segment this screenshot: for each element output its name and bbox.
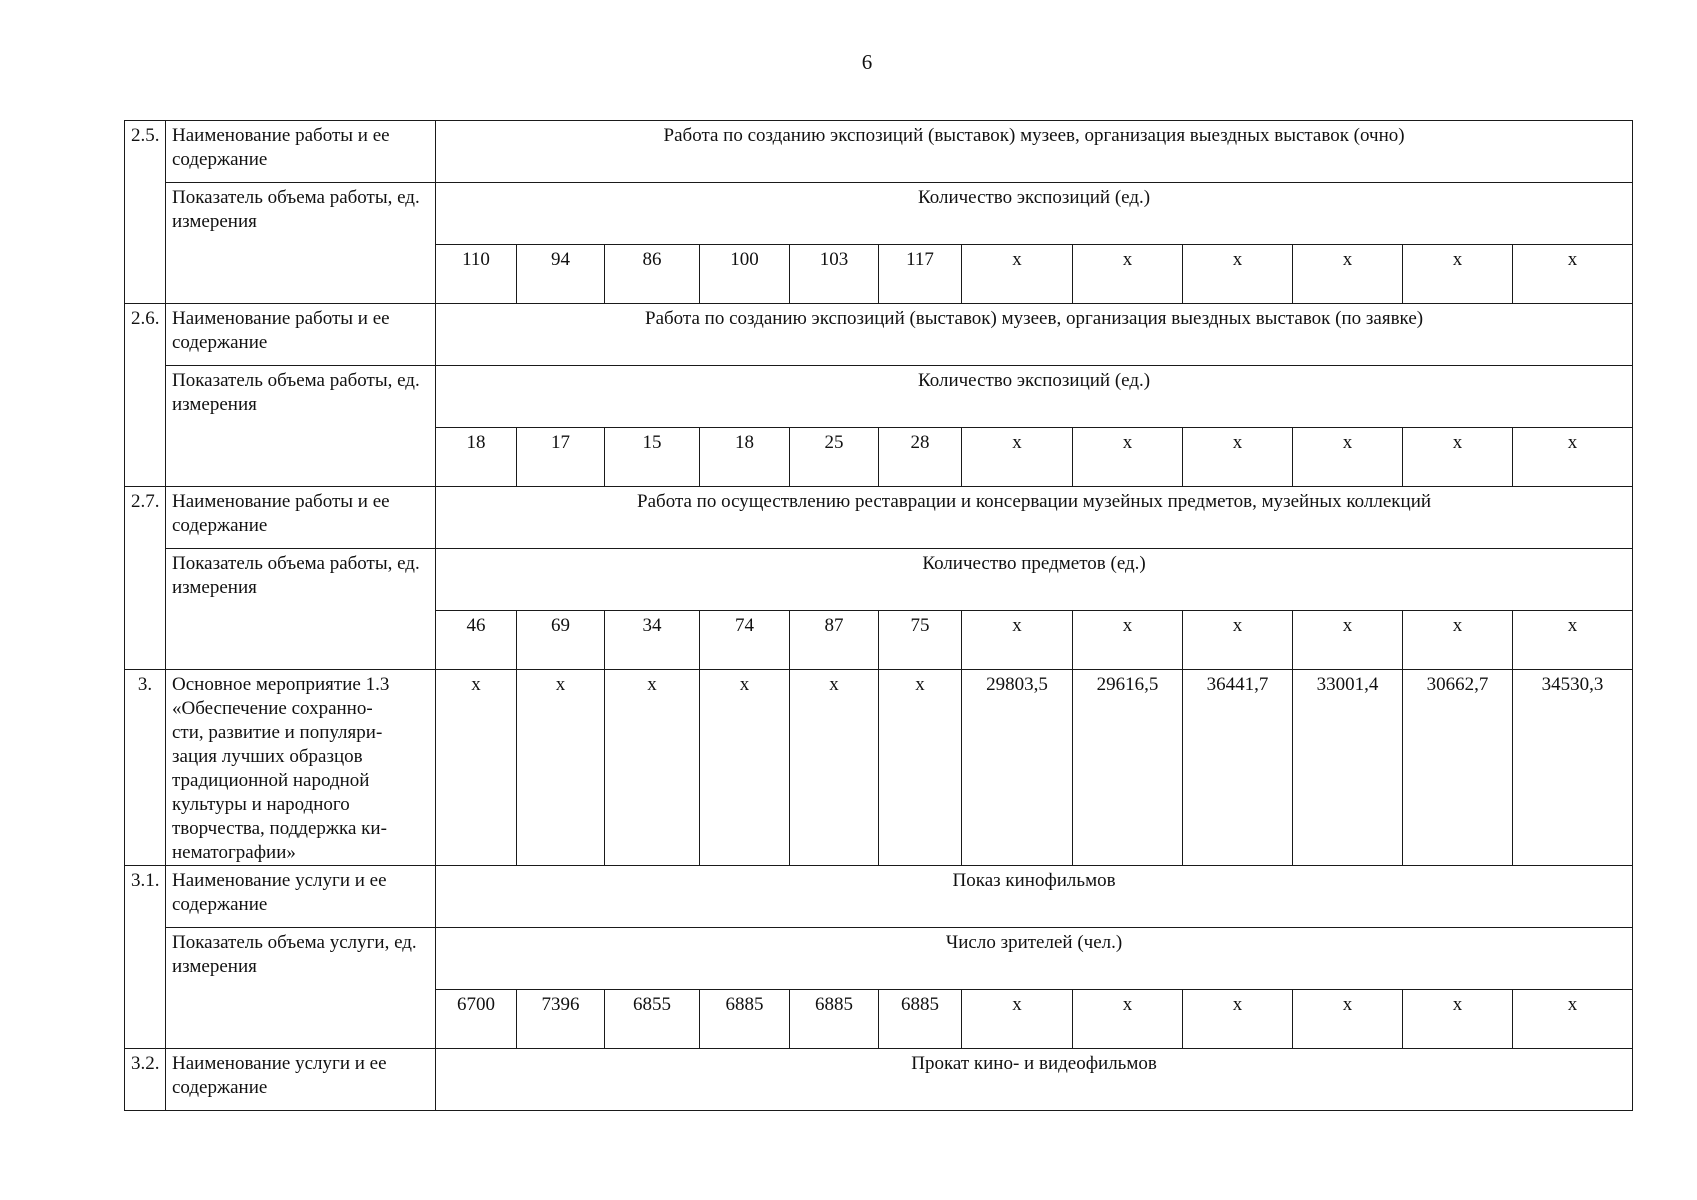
measure-label-line: культуры и народного	[172, 794, 350, 815]
value-cell: 30662,7	[1403, 670, 1513, 866]
measure-label-line: зация лучших образцов	[172, 746, 363, 767]
indicator-label: Показатель объема работы, ед. измерения	[166, 183, 436, 304]
value-cell: 33001,4	[1293, 670, 1403, 866]
measure-label-line: творчества, поддержка ки-	[172, 818, 387, 839]
value-cell: x	[1403, 611, 1513, 670]
indicator-value: Количество экспозиций (ед.)	[436, 366, 1633, 428]
value-cell: x	[1183, 990, 1293, 1049]
table-body	[125, 121, 1633, 1111]
indicator-label: Показатель объема работы, ед. измерения	[166, 549, 436, 670]
value-cell: x	[1403, 990, 1513, 1049]
measure-label-line: нематографии»	[172, 842, 296, 863]
indicator-row	[125, 183, 1633, 245]
name-value: Прокат кино- и видеофильмов	[436, 1049, 1633, 1111]
name-row	[125, 304, 1633, 366]
page-number: 6	[861, 50, 873, 74]
name-label: Наименование работы и ее содержание	[166, 304, 436, 366]
value-cell: 25	[790, 428, 879, 487]
value-cell: x	[1073, 245, 1183, 304]
name-row	[125, 121, 1633, 183]
value-cell: 94	[517, 245, 605, 304]
value-cell: x	[517, 670, 605, 866]
row-number: 2.6.	[125, 304, 166, 487]
value-cell: 6885	[790, 990, 879, 1049]
value-cell: 18	[436, 428, 517, 487]
indicator-row	[125, 928, 1633, 990]
indicator-label: Показатель объема работы, ед. измерения	[166, 366, 436, 487]
indicator-value: Количество экспозиций (ед.)	[436, 183, 1633, 245]
value-cell: x	[1183, 428, 1293, 487]
indicator-value: Число зрителей (чел.)	[436, 928, 1633, 990]
value-cell: 75	[879, 611, 962, 670]
value-cell: 18	[700, 428, 790, 487]
value-cell: 29803,5	[962, 670, 1073, 866]
value-cell: x	[1073, 428, 1183, 487]
value-cell: 74	[700, 611, 790, 670]
value-cell: 110	[436, 245, 517, 304]
value-cell: 46	[436, 611, 517, 670]
value-cell: 17	[517, 428, 605, 487]
value-cell: x	[1513, 990, 1633, 1049]
indicator-row	[125, 366, 1633, 428]
measure-label-line: Основное мероприятие 1.3	[172, 674, 390, 695]
name-label: Наименование работы и ее содержание	[166, 487, 436, 549]
value-cell: 36441,7	[1183, 670, 1293, 866]
value-cell: x	[605, 670, 700, 866]
name-value: Работа по созданию экспозиций (выставок) музеев, организация выездных выставок (по заявке)	[436, 304, 1633, 366]
value-cell: x	[1403, 428, 1513, 487]
value-cell: x	[700, 670, 790, 866]
value-cell: x	[1183, 611, 1293, 670]
name-row	[125, 866, 1633, 928]
value-cell: x	[879, 670, 962, 866]
name-label: Наименование работы и ее содержание	[166, 121, 436, 183]
value-cell: x	[1293, 990, 1403, 1049]
name-value: Показ кинофильмов	[436, 866, 1633, 928]
value-cell: x	[1183, 245, 1293, 304]
value-cell: 117	[879, 245, 962, 304]
value-cell: 34	[605, 611, 700, 670]
value-cell: x	[1293, 245, 1403, 304]
indicator-row	[125, 549, 1633, 611]
value-cell: x	[1073, 611, 1183, 670]
measure-label-line: традиционной народной	[172, 770, 370, 791]
value-cell: x	[1293, 611, 1403, 670]
measure-label	[166, 670, 436, 866]
value-cell: x	[1513, 245, 1633, 304]
name-row	[125, 487, 1633, 549]
name-label: Наименование услуги и ее содержание	[166, 1049, 436, 1111]
value-cell: x	[790, 670, 879, 866]
value-cell: 6700	[436, 990, 517, 1049]
value-cell: 34530,3	[1513, 670, 1633, 866]
value-cell: x	[962, 428, 1073, 487]
measure-label-line: сти, развитие и популяри-	[172, 722, 383, 743]
indicator-label: Показатель объема услуги, ед. измерения	[166, 928, 436, 1049]
name-row	[125, 1049, 1633, 1111]
value-cell: x	[1293, 428, 1403, 487]
measure-label-line: «Обеспечение сохранно-	[172, 698, 373, 719]
value-cell: x	[962, 990, 1073, 1049]
value-cell: 103	[790, 245, 879, 304]
value-cell: x	[1073, 990, 1183, 1049]
value-cell: x	[962, 245, 1073, 304]
value-cell: 6885	[700, 990, 790, 1049]
value-cell: x	[1403, 245, 1513, 304]
measure-row	[125, 670, 1633, 866]
value-cell: x	[436, 670, 517, 866]
row-number: 3.2.	[125, 1049, 166, 1111]
indicator-value: Количество предметов (ед.)	[436, 549, 1633, 611]
name-value: Работа по созданию экспозиций (выставок) музеев, организация выездных выставок (очно)	[436, 121, 1633, 183]
value-cell: 86	[605, 245, 700, 304]
program-table	[124, 120, 1633, 1111]
row-number: 3.1.	[125, 866, 166, 1049]
value-cell: x	[1513, 428, 1633, 487]
value-cell: 6885	[879, 990, 962, 1049]
row-number: 2.7.	[125, 487, 166, 670]
name-label: Наименование услуги и ее содержание	[166, 866, 436, 928]
value-cell: 28	[879, 428, 962, 487]
value-cell: 29616,5	[1073, 670, 1183, 866]
row-number: 3.	[125, 670, 166, 866]
value-cell: 15	[605, 428, 700, 487]
row-number: 2.5.	[125, 121, 166, 304]
value-cell: 87	[790, 611, 879, 670]
value-cell: 7396	[517, 990, 605, 1049]
name-value: Работа по осуществлению реставрации и консервации музейных предметов, музейных коллекций	[436, 487, 1633, 549]
value-cell: 69	[517, 611, 605, 670]
value-cell: 100	[700, 245, 790, 304]
value-cell: x	[962, 611, 1073, 670]
value-cell: 6855	[605, 990, 700, 1049]
value-cell: x	[1513, 611, 1633, 670]
